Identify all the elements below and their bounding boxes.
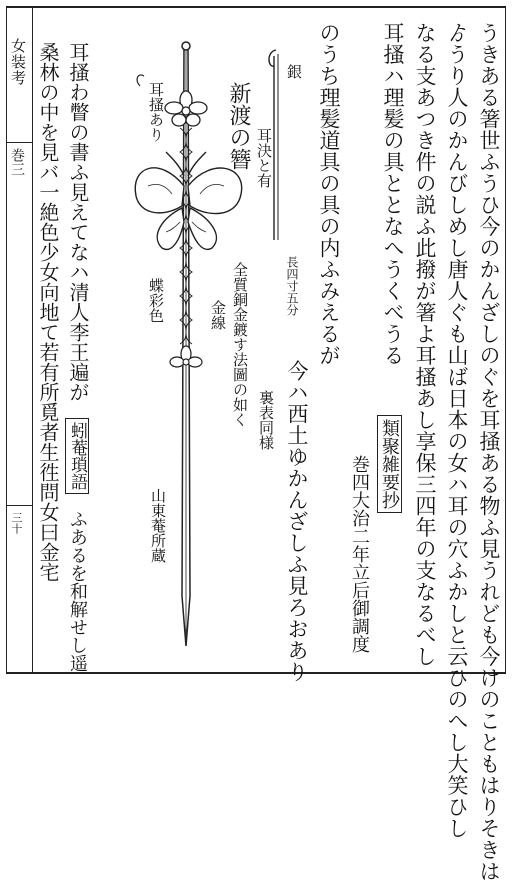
margin-divider xyxy=(6,142,32,143)
citation-box: 類聚雑要抄 xyxy=(377,415,402,513)
length-label: 長四寸五分 xyxy=(285,256,299,316)
butterfly-label: 蝶彩色 xyxy=(147,278,165,323)
left-text-column-2: 桑林の中を見バ一絶色少女向地て若有所覓者生徃問女曰金宅 xyxy=(36,42,60,582)
outer-left-rule xyxy=(6,6,7,672)
text-column-5: のうち理髪道具の具の内ふみえるが xyxy=(317,22,341,366)
book-title: 女装考 xyxy=(9,38,27,86)
page-number: 三十 xyxy=(10,512,23,534)
figure-main-title: 新渡の簪 xyxy=(226,82,251,170)
owner-label: 山東菴所蔵 xyxy=(149,488,167,563)
left-box-group xyxy=(68,418,85,494)
text-column-4: 耳搔ハ理髪の具ととなへうくべうる xyxy=(381,22,405,366)
left-citation-box: 蚓菴瑣語 xyxy=(65,418,89,494)
wire-label: 金線 xyxy=(209,300,227,330)
citation-rest: 巻四大治二年立后御調度 xyxy=(349,455,370,653)
text-column-1: うきある箸世ふうひ今のかんざしのぐを耳掻ある物ふ見うれども今けのこともはりそきは xyxy=(477,22,501,882)
ear-pick-label: 耳搔あり xyxy=(147,82,165,142)
outer-right-rule xyxy=(505,6,506,672)
materials-label-2: 裏表同様 xyxy=(257,390,275,450)
text-column-6: 今ハ西土ゆかんざしふ見ろおあり xyxy=(285,360,309,683)
margin-divider-2 xyxy=(6,505,32,506)
left-text-tail: ふあるを和解せし遥 xyxy=(67,510,88,672)
silver-pin-label: 耳決と有 xyxy=(255,128,273,188)
citation-group xyxy=(380,415,398,513)
silver-label: 銀 xyxy=(285,64,303,79)
text-column-3: なる支あつき件の説ふ此撥が箸よ耳搔あし享保三四年の支なるべし xyxy=(413,22,437,667)
volume-label: 巻三 xyxy=(9,148,25,176)
margin-rule-right-of-title xyxy=(32,6,33,672)
text-column-2: ゟうり人のかんびしめし唐人ぐも山ば日本の女ハ耳の穴ふかしと云ひのへし大笑ひし xyxy=(445,22,469,839)
left-text-column-1: 耳搔わ瞥の書ふ見えてなハ清人李王遍が xyxy=(66,42,90,402)
materials-label-1: 全質銅金鍍す法圖の如く xyxy=(231,262,249,427)
